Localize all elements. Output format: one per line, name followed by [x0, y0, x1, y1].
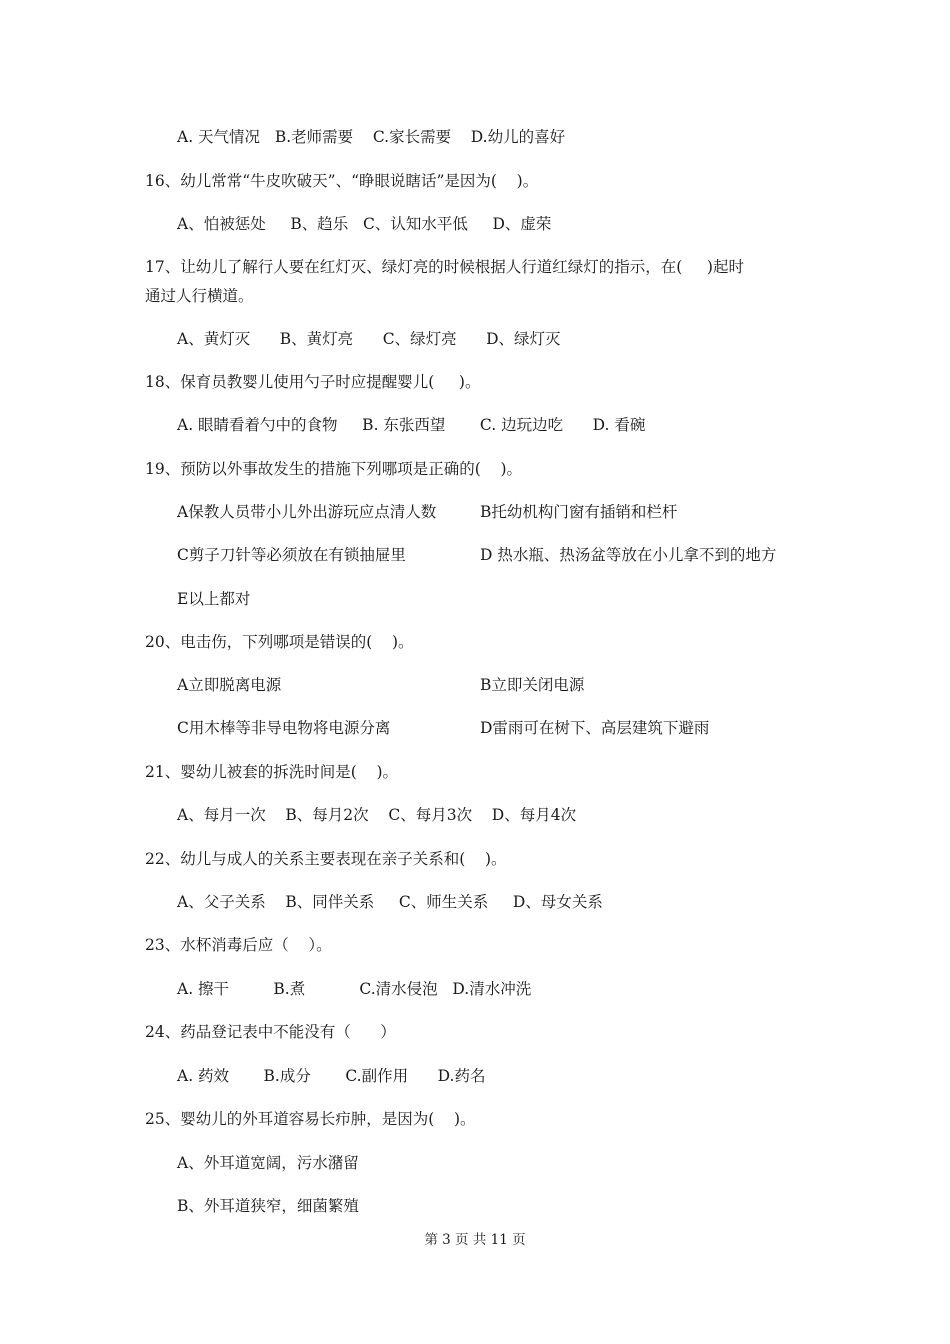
question-16: 16、幼儿常常“牛皮吹破天”、“睁眼说瞎话”是因为( )。 [145, 172, 539, 190]
q15-options: A. 天气情况 B.老师需要 C.家长需要 D.幼儿的喜好 [177, 128, 566, 146]
question-17-line-2: 通过人行横道。 [145, 287, 254, 305]
q19-option-d: D 热水瓶、热汤盆等放在小儿拿不到的地方 [480, 546, 777, 564]
q20-option-b: B立即关闭电源 [480, 676, 585, 694]
q23-options: A. 擦干 B.煮 C.清水侵泡 D.清水冲洗 [177, 980, 532, 998]
q24-options: A. 药效 B.成分 C.副作用 D.药名 [177, 1067, 486, 1085]
question-25: 25、婴幼儿的外耳道容易长疖肿，是因为( )。 [145, 1110, 476, 1128]
page-number-footer: 第 3 页 共 11 页 [424, 1232, 526, 1248]
q19-option-c: C剪子刀针等必须放在有锁抽屉里 [177, 546, 406, 564]
q22-options: A、父子关系 B、同伴关系 C、师生关系 D、母女关系 [177, 893, 603, 911]
q19-option-b: B托幼机构门窗有插销和栏杆 [480, 503, 678, 521]
q18-options: A. 眼睛看着勺中的食物 B. 东张西望 C. 边玩边吃 D. 看碗 [177, 416, 646, 434]
q16-options: A、怕被惩处 B、趋乐 C、认知水平低 D、虚荣 [177, 215, 552, 233]
question-22: 22、幼儿与成人的关系主要表现在亲子关系和( )。 [145, 850, 507, 868]
question-24: 24、药品登记表中不能没有（ ） [145, 1023, 396, 1041]
question-19: 19、预防以外事故发生的措施下列哪项是正确的( )。 [145, 460, 523, 478]
q17-options: A、黄灯灭 B、黄灯亮 C、绿灯亮 D、绿灯灭 [177, 330, 561, 348]
question-23: 23、水杯消毒后应（ ）。 [145, 936, 332, 954]
question-18: 18、保育员教婴儿使用勺子时应提醒婴儿( )。 [145, 373, 481, 391]
q20-option-c: C用木棒等非导电物将电源分离 [177, 719, 391, 737]
q20-option-d: D雷雨可在树下、高层建筑下避雨 [480, 719, 710, 737]
q25-option-b: B、外耳道狭窄，细菌繁殖 [177, 1197, 359, 1215]
q19-option-e: E以上都对 [177, 590, 251, 608]
q21-options: A、每月一次 B、每月2次 C、每月3次 D、每月4次 [177, 806, 577, 824]
q25-option-a: A、外耳道宽阔，污水潴留 [177, 1154, 359, 1172]
question-20: 20、电击伤，下列哪项是错误的( )。 [145, 633, 414, 651]
q20-option-a: A立即脱离电源 [177, 676, 282, 694]
question-21: 21、婴幼儿被套的拆洗时间是( )。 [145, 763, 399, 781]
question-17-line-1: 17、让幼儿了解行人要在红灯灭、绿灯亮的时候根据人行道红绿灯的指示，在( )起时 [145, 258, 744, 276]
q19-option-a: A保教人员带小儿外出游玩应点清人数 [177, 503, 437, 521]
